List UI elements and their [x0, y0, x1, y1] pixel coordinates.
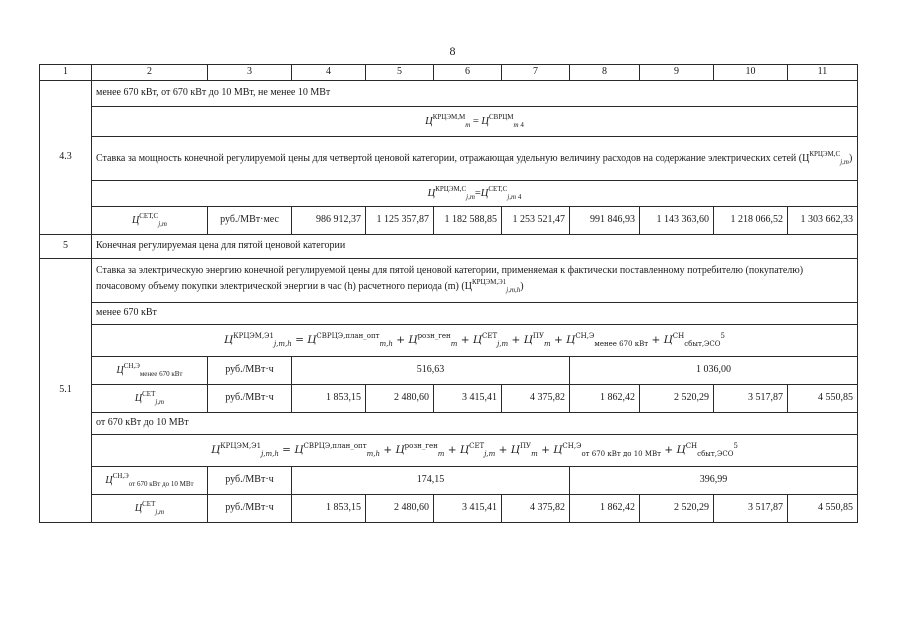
- row-label: $Ц^{СЕТ}_{j,m}$: [92, 494, 208, 522]
- header-row: [40, 65, 858, 81]
- value-cell: 2 480,60: [366, 384, 434, 412]
- row-label: $Ц^{СЕТ}_{j,m}$: [92, 384, 208, 412]
- table-row: [40, 80, 858, 106]
- value-cell: 1 303 662,33: [788, 206, 858, 234]
- header-col-8: 8: [570, 65, 640, 81]
- description-4-3: Ставка за мощность конечной регулируемой цены для четвертой ценовой категории, отражающая удельную величину расходов на содержание электрических сетей $(Ц^{КРЦЭМ,С}_{j,m})$: [92, 136, 858, 180]
- formula-power-rate: $Ц^{КРЦЭМ,М}_m = Ц^{СВРЦМ}_m$ $_4$: [92, 106, 858, 136]
- value-cell: 991 846,93: [570, 206, 640, 234]
- table-row: [40, 302, 858, 324]
- row-label: $Ц^{СН,Э}_{менее 670 кВт}$: [92, 356, 208, 384]
- formula-energy-rate-under-670: $Ц^{КРЦЭМ,Э1}_{j,m,h} = Ц^{СВРЦЭ,план\_опт}_{m,h} + Ц^{розн\_ген}_m + Ц^{СЕТ}_{j,m} + Ц^{ПУ}_m + Ц^{СН,Э}_{менее 670 кВт} + Ц^{СН}_{сбыт,ЭСО}^5$: [92, 324, 858, 356]
- value-cell: 396,99: [570, 466, 858, 494]
- table-row: [40, 106, 858, 136]
- header-col-3: 3: [208, 65, 292, 81]
- table-row: [40, 258, 858, 302]
- value-cell: 4 550,85: [788, 384, 858, 412]
- table-row: [40, 234, 858, 258]
- value-cell: 1 853,15: [292, 494, 366, 522]
- header-col-4: 4: [292, 65, 366, 81]
- row-label: $Ц^{СЕТ,С}_{j,m}$: [92, 206, 208, 234]
- formula-energy-rate-670-to-10: $Ц^{КРЦЭМ,Э1}_{j,m,h} = Ц^{СВРЦЭ,план\_опт}_{m,h} + Ц^{розн\_ген}_m + Ц^{СЕТ}_{j,m} + Ц^{ПУ}_m + Ц^{СН,Э}_{от 670 кВт до 10 МВт} + Ц^{СН}_{сбыт,ЭСО}^5$: [92, 434, 858, 466]
- table-row: [40, 384, 858, 412]
- section-number-5-1: 5.1: [40, 258, 92, 522]
- value-cell: 3 415,41: [434, 494, 502, 522]
- unit-cell: руб./МВт·ч: [208, 494, 292, 522]
- value-cell: 2 520,29: [640, 494, 714, 522]
- tariff-table: [39, 64, 858, 523]
- unit-cell: руб./МВт·мес: [208, 206, 292, 234]
- table-row: [40, 466, 858, 494]
- value-cell: 1 862,42: [570, 384, 640, 412]
- table-row: [40, 356, 858, 384]
- table-row: [40, 494, 858, 522]
- condition-under-670: менее 670 кВт: [92, 302, 858, 324]
- value-cell: 2 520,29: [640, 384, 714, 412]
- page-number: 8: [449, 44, 456, 58]
- header-col-6: 6: [434, 65, 502, 81]
- table-row: [40, 434, 858, 466]
- value-cell: 1 253 521,47: [502, 206, 570, 234]
- description-5-1: Ставка за электрическую энергию конечной регулируемой цены для пятой ценовой категории, применяемая к фактически поставленному потребителю (покупателю) почасовому объему покупки электрической энергии в час (h) расчетного периода (m) $(Ц^{КРЦЭМ,Э1}_{j,m,h})$: [92, 258, 858, 302]
- section-number-4-3: 4.3: [40, 80, 92, 234]
- value-cell: 1 853,15: [292, 384, 366, 412]
- header-col-5: 5: [366, 65, 434, 81]
- header-col-2: 2: [92, 65, 208, 81]
- table-row: [40, 324, 858, 356]
- value-cell: 4 550,85: [788, 494, 858, 522]
- value-cell: 2 480,60: [366, 494, 434, 522]
- unit-cell: руб./МВт·ч: [208, 384, 292, 412]
- row-label: $Ц^{СН,Э}_{от 670 кВт до 10 МВт}$: [92, 466, 208, 494]
- value-cell: 1 036,00: [570, 356, 858, 384]
- table-row: [40, 136, 858, 180]
- header-col-1: 1: [40, 65, 92, 81]
- section-5-title: Конечная регулируемая цена для пятой ценовой категории: [92, 234, 858, 258]
- header-col-7: 7: [502, 65, 570, 81]
- value-cell: 4 375,82: [502, 494, 570, 522]
- value-cell: 174,15: [292, 466, 570, 494]
- unit-cell: руб./МВт·ч: [208, 356, 292, 384]
- table-row: [40, 206, 858, 234]
- value-cell: 1 125 357,87: [366, 206, 434, 234]
- header-col-11: 11: [788, 65, 858, 81]
- section-number-5: 5: [40, 234, 92, 258]
- condition-text: менее 670 кВт, от 670 кВт до 10 МВт, не менее 10 МВт: [92, 80, 858, 106]
- condition-670-to-10: от 670 кВт до 10 МВт: [92, 412, 858, 434]
- value-cell: 3 517,87: [714, 384, 788, 412]
- value-cell: 516,63: [292, 356, 570, 384]
- value-cell: 3 517,87: [714, 494, 788, 522]
- header-col-10: 10: [714, 65, 788, 81]
- table-row: [40, 180, 858, 206]
- table-row: [40, 412, 858, 434]
- unit-cell: руб./МВт·ч: [208, 466, 292, 494]
- formula-grid-rate: $Ц^{КРЦЭМ,С}_{j,m}=Ц^{СЕТ,С}_{j,m}$ $_4$: [92, 180, 858, 206]
- value-cell: 3 415,41: [434, 384, 502, 412]
- value-cell: 1 862,42: [570, 494, 640, 522]
- value-cell: 986 912,37: [292, 206, 366, 234]
- value-cell: 1 143 363,60: [640, 206, 714, 234]
- value-cell: 1 218 066,52: [714, 206, 788, 234]
- header-col-9: 9: [640, 65, 714, 81]
- value-cell: 1 182 588,85: [434, 206, 502, 234]
- value-cell: 4 375,82: [502, 384, 570, 412]
